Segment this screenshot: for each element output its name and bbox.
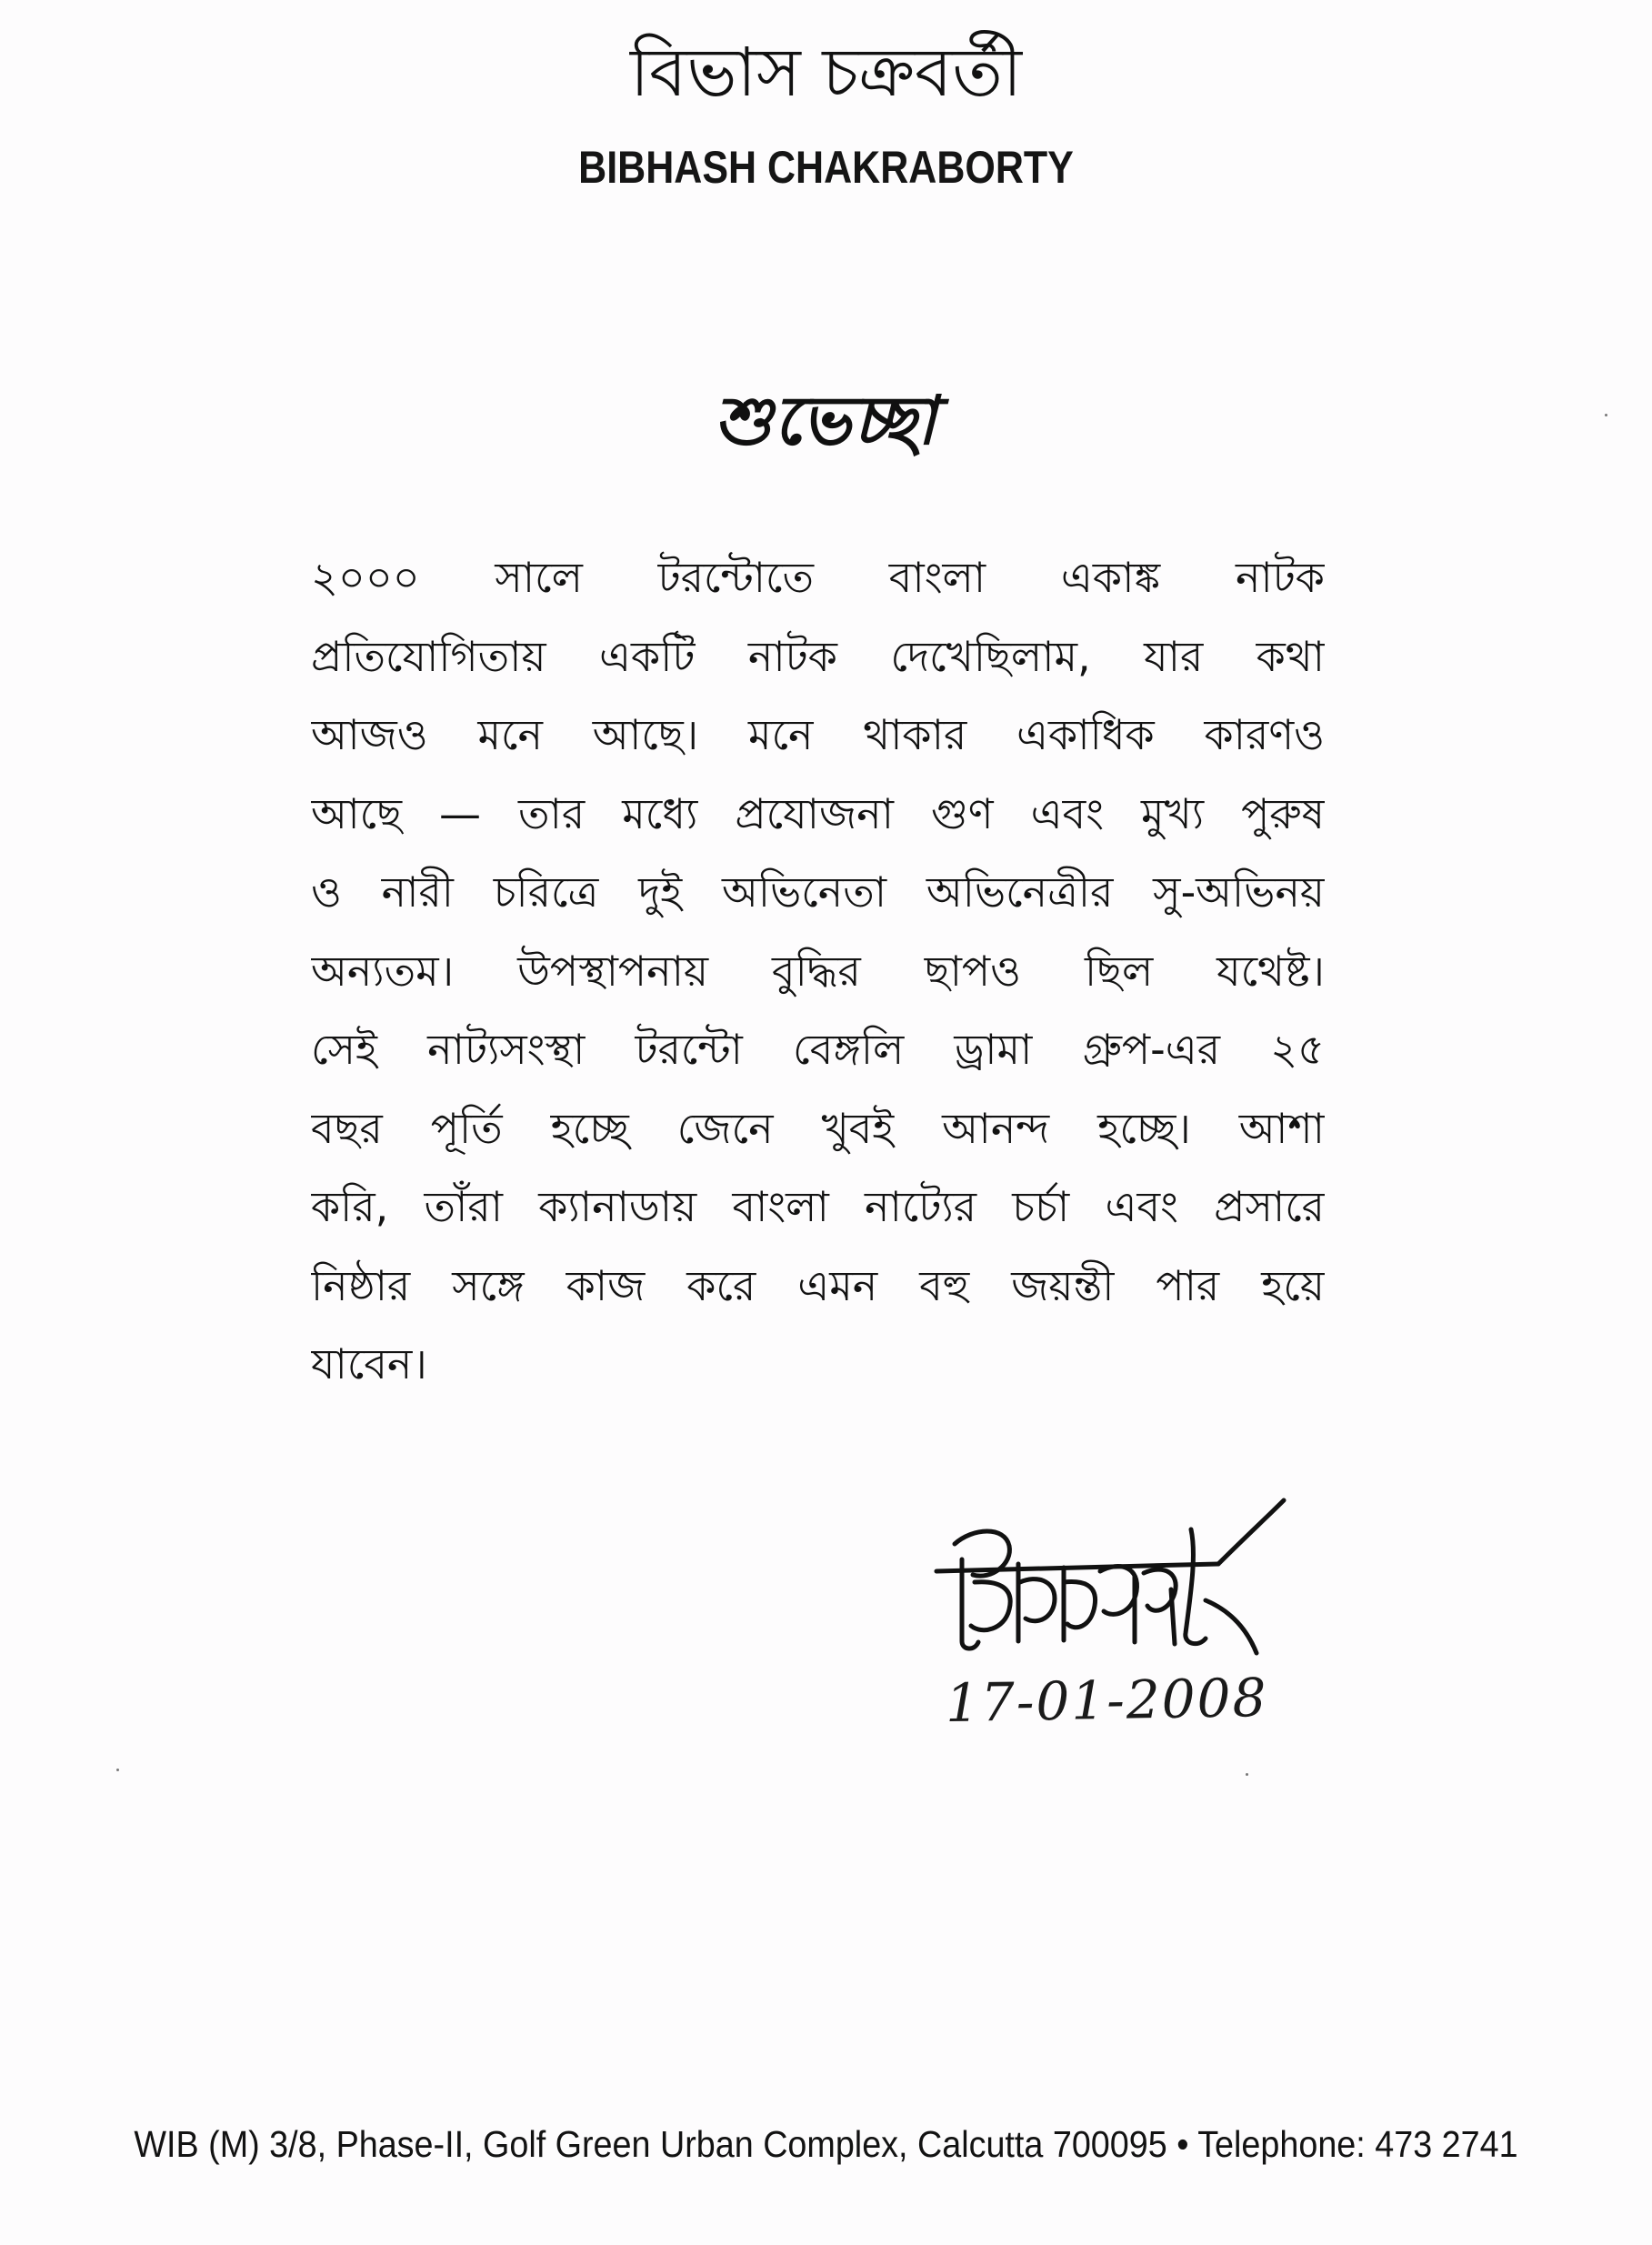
- signature-date: 17-01-2008: [945, 1666, 1268, 1735]
- body-line: ২০০০ সালে টরন্টোতে বাংলা একাঙ্ক নাটক: [311, 553, 1325, 602]
- body-line: বছর পূর্তি হচ্ছে জেনে খুবই আনন্দ হচ্ছে। আশা: [311, 1103, 1325, 1153]
- letterhead-name-bengali: বিভাস চক্রবর্তী: [629, 34, 1023, 112]
- handwritten-signature: [918, 1473, 1300, 1673]
- body-line: আজও মনে আছে। মনে থাকার একাধিক কারণও: [311, 710, 1325, 759]
- scan-speck: [1605, 414, 1607, 416]
- body-line: অন্যতম। উপস্থাপনায় বুদ্ধির ছাপও ছিল যথেষ্ট।: [311, 946, 1325, 996]
- footer-address: WIB (M) 3/8, Phase-II, Golf Green Urban Complex, Calcutta 700095 • Telephone: 473 2741: [134, 2123, 1518, 2165]
- body-line-last: যাবেন।: [311, 1339, 427, 1388]
- letterhead-name-english: BIBHASH CHAKRABORTY: [578, 142, 1074, 193]
- letter-body: [311, 538, 1325, 1404]
- body-line: নিষ্ঠার সঙ্গে কাজ করে এমন বহু জয়ন্তী পার হয়ে: [311, 1260, 1325, 1310]
- body-line: প্রতিযোগিতায় একটি নাটক দেখেছিলাম, যার কথা: [311, 631, 1325, 681]
- body-line: সেই নাট্যসংস্থা টরন্টো বেঙ্গলি ড্রামা গ্রুপ-এর ২৫: [311, 1025, 1325, 1074]
- body-line: আছে — তার মধ্যে প্রযোজনা গুণ এবং মুখ্য পুরুষ: [311, 788, 1325, 838]
- scan-speck: [116, 1769, 119, 1771]
- greeting-heading: শুভেচ্ছা: [714, 382, 938, 460]
- body-line: করি, তাঁরা ক্যানাডায় বাংলা নাট্যের চর্চা এবং প্রসারে: [311, 1182, 1325, 1231]
- scan-speck: [1246, 1773, 1248, 1776]
- body-line: ও নারী চরিত্রে দুই অভিনেতা অভিনেত্রীর সু-অভিনয়: [311, 867, 1325, 917]
